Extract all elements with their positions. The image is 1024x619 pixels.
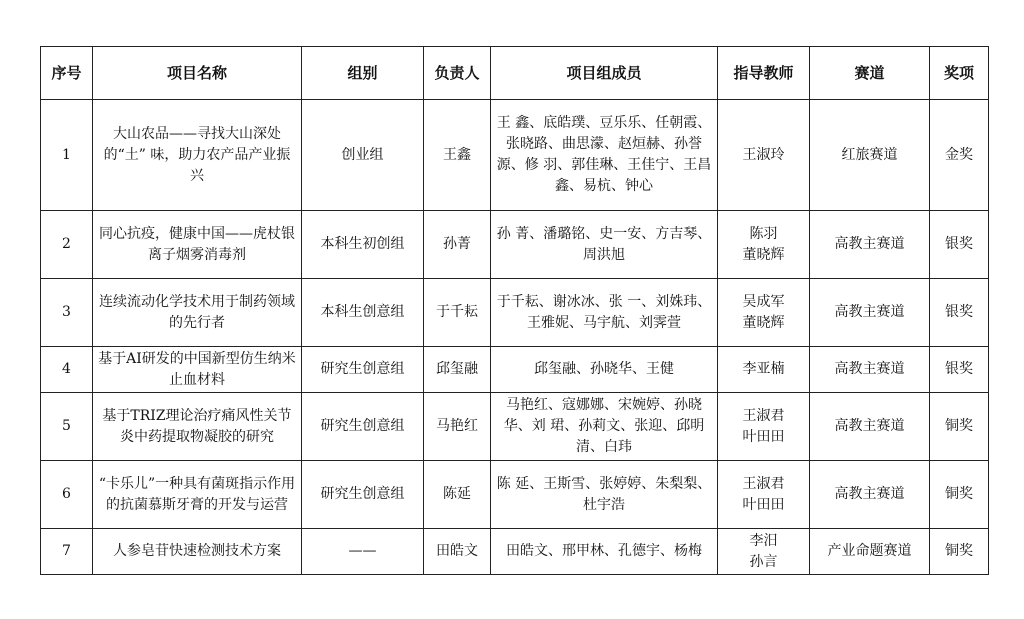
row-leader: 王鑫	[424, 100, 491, 211]
row-members: 马艳红、寇娜娜、宋婉婷、孙晓华、刘 珺、孙莉文、张迎、邱明清、白玮	[491, 393, 718, 461]
row-leader: 马艳红	[424, 393, 491, 461]
row-group: 本科生创意组	[302, 279, 424, 347]
row-index: 1	[41, 100, 93, 211]
table-row	[41, 529, 989, 575]
advisor-name: 王淑君	[742, 407, 785, 424]
row-index: 4	[41, 347, 93, 393]
row-advisors	[718, 461, 810, 529]
advisor-name: 董晓辉	[742, 246, 785, 263]
row-members: 田皓文、邢甲林、孔德宇、杨梅	[491, 529, 718, 575]
row-project-name: 大山农品——寻找大山深处的“土” 味，助力农产品产业振兴	[93, 100, 302, 211]
row-award: 铜奖	[930, 529, 989, 575]
advisor-name: 董晓辉	[742, 314, 785, 331]
row-index: 2	[41, 211, 93, 279]
row-advisors	[718, 393, 810, 461]
row-advisors	[718, 211, 810, 279]
row-advisors	[718, 279, 810, 347]
table-row	[41, 461, 989, 529]
row-track: 高教主赛道	[810, 279, 930, 347]
row-award: 银奖	[930, 347, 989, 393]
header-index: 序号	[41, 47, 93, 100]
table-row	[41, 211, 989, 279]
row-award: 铜奖	[930, 461, 989, 529]
row-members: 于千耘、谢冰冰、张 一、刘姝玮、王雅妮、马宇航、刘霁萱	[491, 279, 718, 347]
row-group: ——	[302, 529, 424, 575]
header-group: 组别	[302, 47, 424, 100]
advisor-name: 李亚楠	[742, 361, 785, 377]
row-track: 高教主赛道	[810, 461, 930, 529]
row-advisors	[718, 100, 810, 211]
advisor-name: 吴成军	[742, 293, 785, 310]
header-track: 赛道	[810, 47, 930, 100]
row-track: 高教主赛道	[810, 211, 930, 279]
row-leader: 田皓文	[424, 529, 491, 575]
row-track: 红旅赛道	[810, 100, 930, 211]
header-project-name: 项目名称	[93, 47, 302, 100]
table-row	[41, 347, 989, 393]
table-row	[41, 100, 989, 211]
row-advisors	[718, 529, 810, 575]
row-members: 陈 延、王斯雪、张婷婷、朱梨梨、杜宇浩	[491, 461, 718, 529]
row-index: 5	[41, 393, 93, 461]
row-index: 6	[41, 461, 93, 529]
advisor-name: 孙言	[749, 553, 778, 570]
row-award: 银奖	[930, 211, 989, 279]
row-group: 研究生创意组	[302, 393, 424, 461]
table-row	[41, 279, 989, 347]
table-header	[41, 47, 989, 100]
row-members: 王 鑫、底皓璞、豆乐乐、任朝霞、张晓路、曲思濛、赵烜赫、孙誉源、修 羽、郭佳琳、王佳宁、王昌鑫、易杭、钟心	[491, 100, 718, 211]
advisor-name: 李汨	[749, 532, 778, 549]
header-row	[41, 47, 989, 100]
row-group: 创业组	[302, 100, 424, 211]
table-body	[41, 100, 989, 575]
advisor-name: 陈羽	[749, 225, 778, 242]
row-members: 邱玺融、孙晓华、王健	[491, 347, 718, 393]
row-leader: 孙菁	[424, 211, 491, 279]
row-award: 金奖	[930, 100, 989, 211]
header-members: 项目组成员	[491, 47, 718, 100]
row-project-name: 同心抗疫，健康中国——虎杖银离子烟雾消毒剂	[93, 211, 302, 279]
advisor-name: 王淑玲	[742, 146, 785, 163]
advisor-name: 叶田田	[742, 428, 785, 445]
advisor-name: 王淑君	[742, 475, 785, 492]
row-group: 研究生创意组	[302, 461, 424, 529]
row-index: 3	[41, 279, 93, 347]
row-leader: 陈延	[424, 461, 491, 529]
row-index: 7	[41, 529, 93, 575]
row-advisors	[718, 347, 810, 393]
header-award: 奖项	[930, 47, 989, 100]
row-track: 高教主赛道	[810, 347, 930, 393]
row-project-name: 人参皂苷快速检测技术方案	[93, 529, 302, 575]
header-leader: 负责人	[424, 47, 491, 100]
row-project-name: 基于TRIZ理论治疗痛风性关节炎中药提取物凝胶的研究	[93, 393, 302, 461]
advisor-name: 叶田田	[742, 496, 785, 513]
row-members: 孙 菁、潘璐铭、史一安、方吉琴、周洪旭	[491, 211, 718, 279]
header-advisors: 指导教师	[718, 47, 810, 100]
row-leader: 邱玺融	[424, 347, 491, 393]
row-award: 铜奖	[930, 393, 989, 461]
row-track: 产业命题赛道	[810, 529, 930, 575]
table-row	[41, 393, 989, 461]
row-track: 高教主赛道	[810, 393, 930, 461]
row-group: 研究生创意组	[302, 347, 424, 393]
row-project-name: 连续流动化学技术用于制药领域的先行者	[93, 279, 302, 347]
awards-table	[40, 46, 989, 575]
row-award: 银奖	[930, 279, 989, 347]
row-leader: 于千耘	[424, 279, 491, 347]
row-project-name: 基于AI研发的中国新型仿生纳米止血材料	[93, 347, 302, 393]
row-group: 本科生初创组	[302, 211, 424, 279]
row-project-name: “卡乐儿”一种具有菌斑指示作用的抗菌慕斯牙膏的开发与运营	[93, 461, 302, 529]
